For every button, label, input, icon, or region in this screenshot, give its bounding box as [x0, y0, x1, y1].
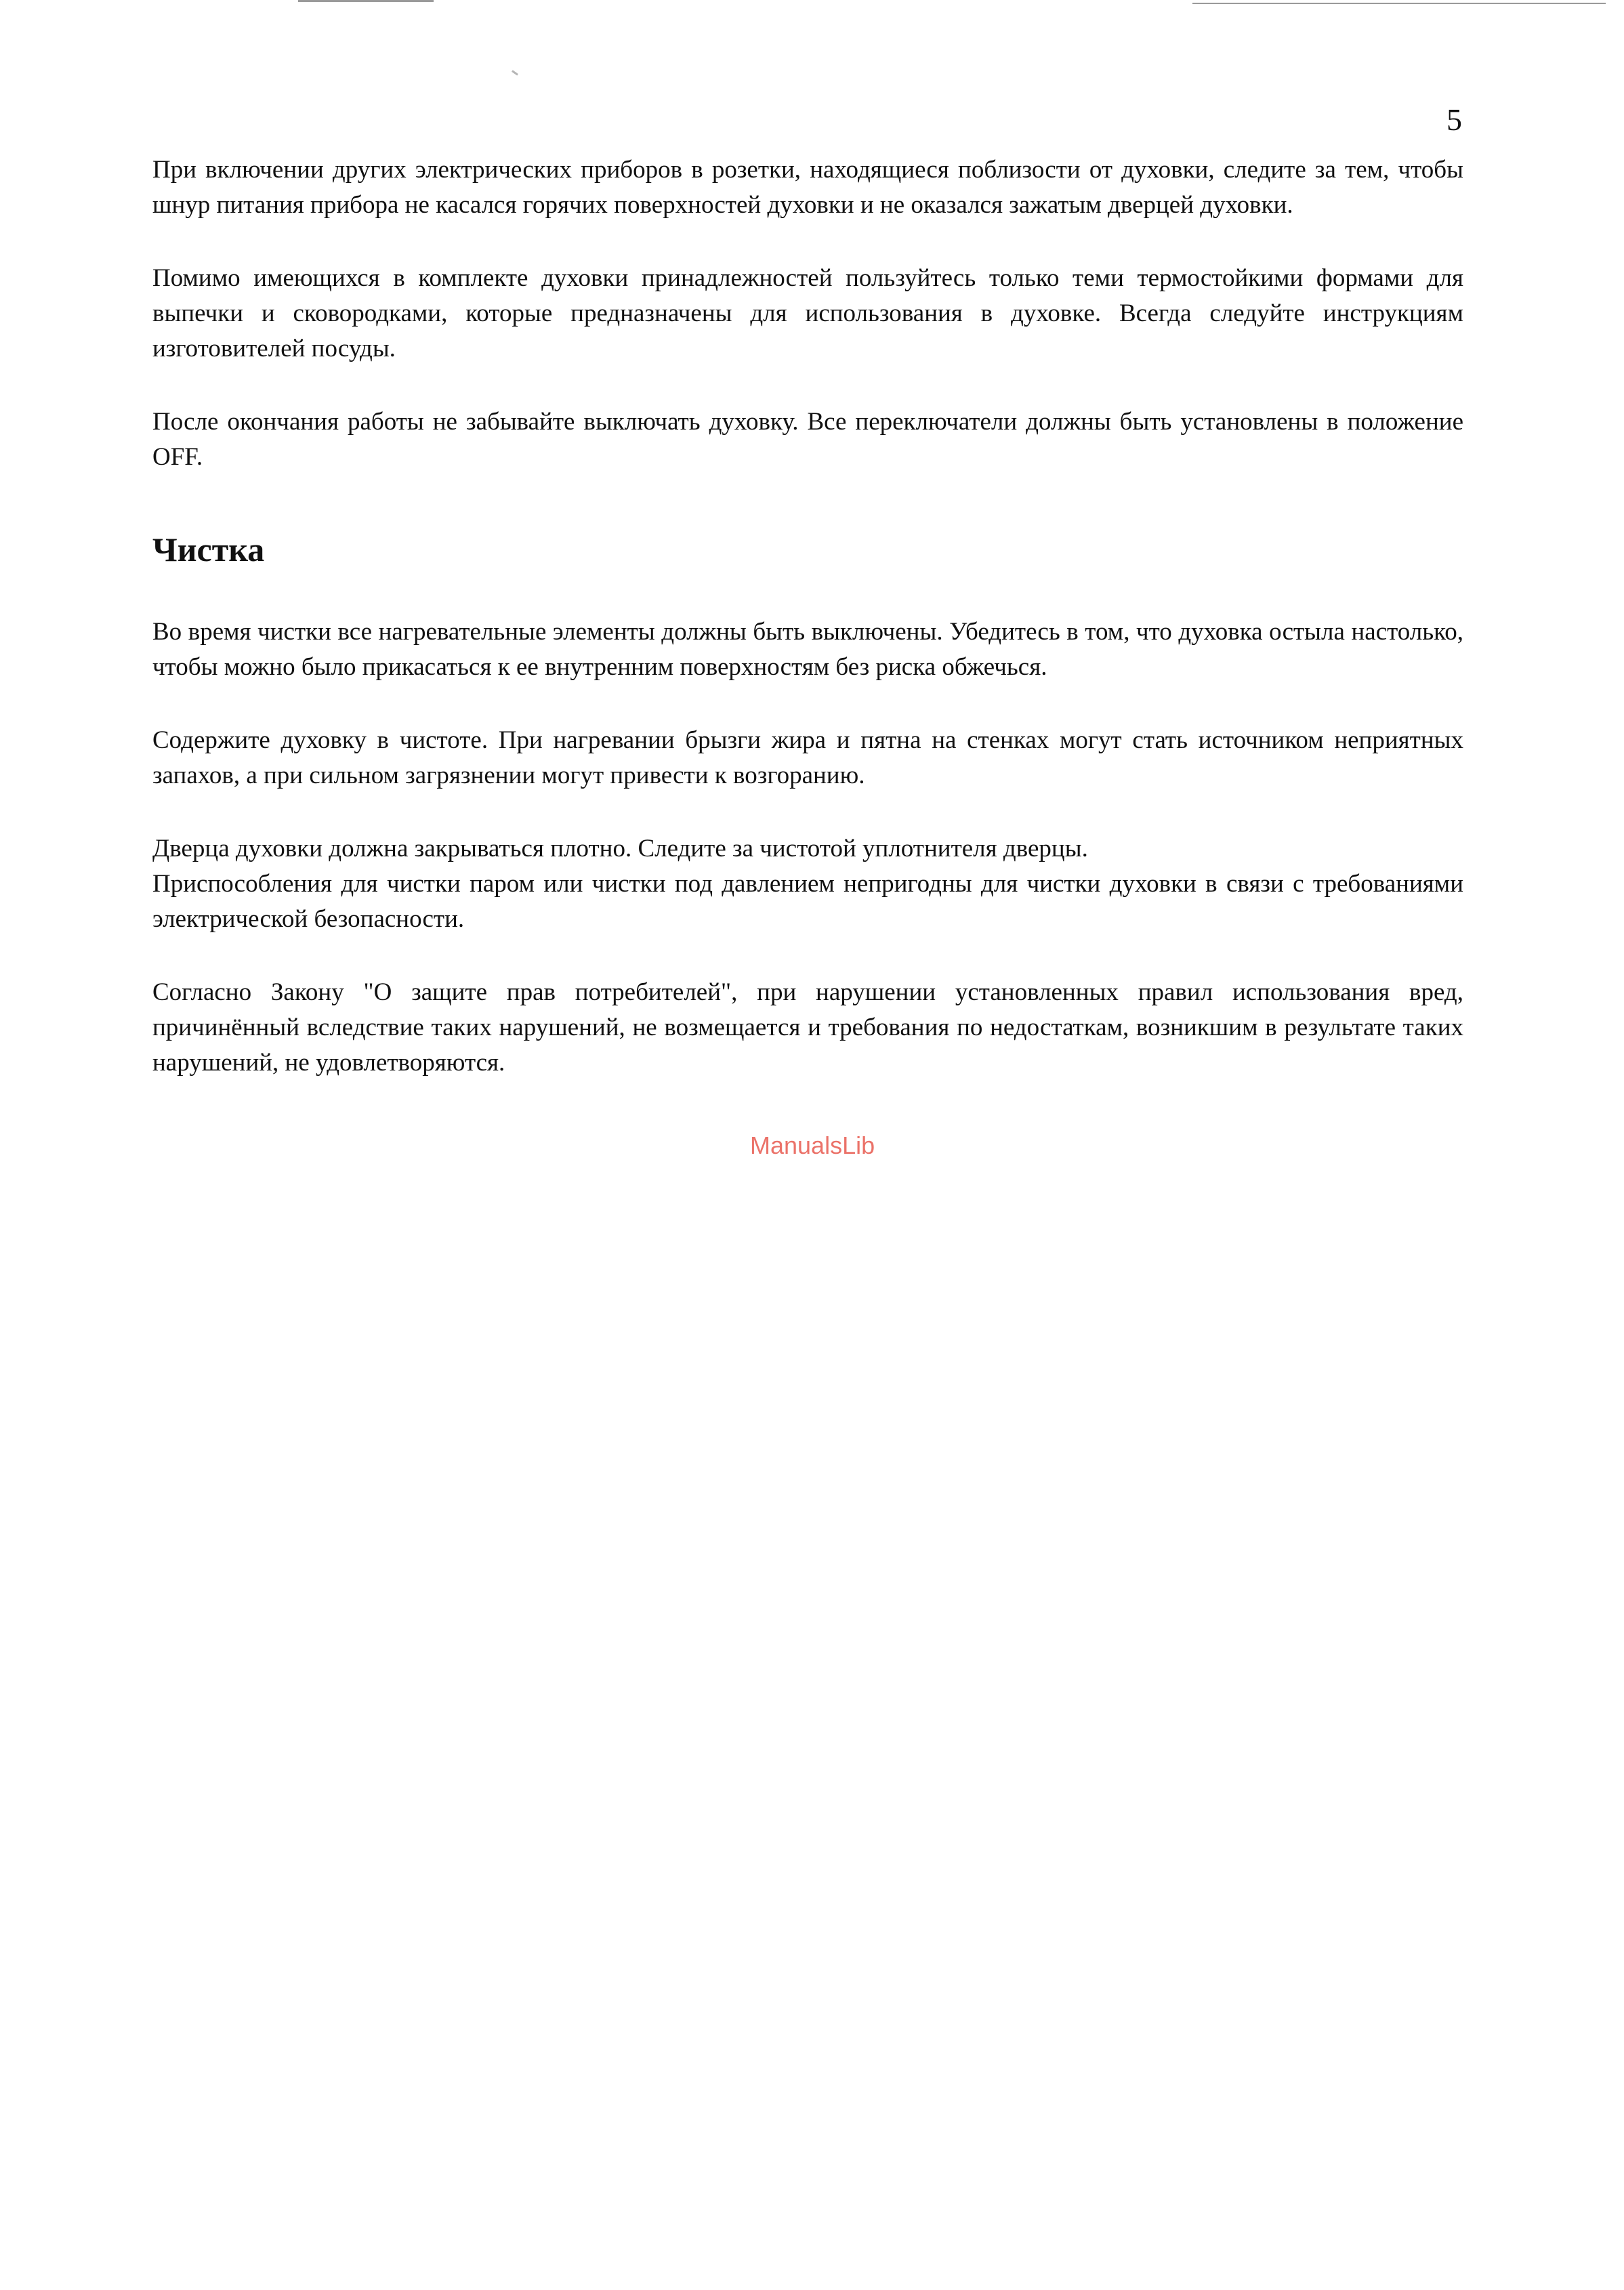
scan-speck [512, 70, 518, 75]
watermark-logo: ManualsLib [750, 1131, 875, 1159]
paragraph: После окончания работы не забывайте выключать духовку. Все переключатели должны быть установлены в положение OFF. [152, 408, 1463, 471]
paragraph: При включении других электрических приборов в розетки, находящиеся поблизости от духовки, следите за тем, чтобы шнур питания прибора не касался горячих поверхностей духовки и не оказался зажатым дверцей духовки. [152, 156, 1463, 219]
paragraph: Дверца духовки должна закрываться плотно. Следите за чистотой уплотнителя дверцы. [152, 835, 1088, 862]
paragraph: Во время чистки все нагревательные элементы должны быть выключены. Убедитесь в том, что духовка остыла настолько, чтобы можно было прикасаться к ее внутренним поверхностям без риска обжечься. [152, 618, 1463, 681]
scan-edge-mark [298, 0, 434, 2]
paragraph: Приспособления для чистки паром или чистки под давлением непригодны для чистки духовки в связи с требованиями электрической безопасности. [152, 870, 1463, 933]
paragraph: Помимо имеющихся в комплекте духовки принадлежностей пользуйтесь только теми термостойкими формами для выпечки и сковородками, которые предназначены для использования в духовке. Всегда следуйте инструкциям изготовителей посуды. [152, 264, 1463, 362]
document-body [152, 152, 1463, 1119]
section-title-cleaning: Чистка [152, 530, 265, 568]
paragraph: Содержите духовку в чистоте. При нагревании брызги жира и пятна на стенках могут стать источником неприятных запахов, а при сильном загрязнении могут привести к возгоранию. [152, 726, 1463, 789]
page-number: 5 [1446, 102, 1462, 137]
scan-edge-mark [1192, 3, 1606, 4]
paragraph: Согласно Закону "О защите прав потребителей", при нарушении установленных правил использования вред, причинённый вследствие таких нарушений, не возмещается и требования по недостаткам, возникшим в результате таких нарушений, не удовлетворяются. [152, 978, 1463, 1077]
